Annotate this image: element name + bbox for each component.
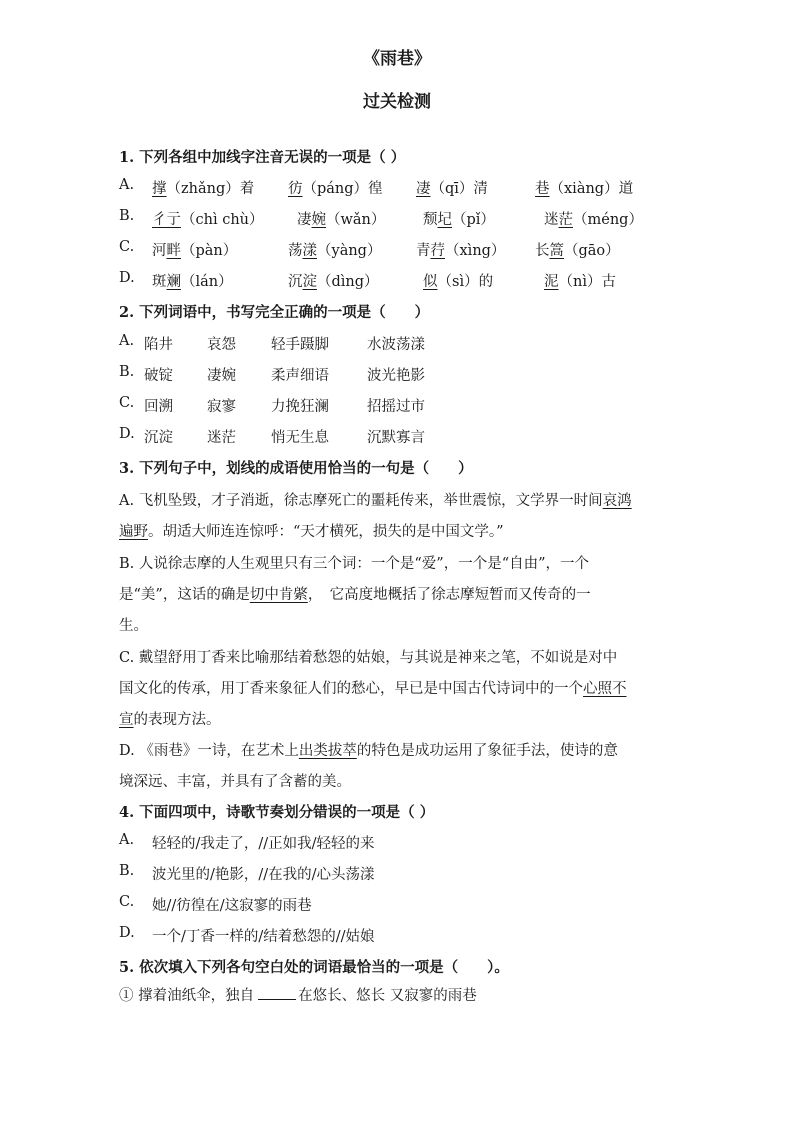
q3-option-c-line-2: 国文化的传承，用丁香来象征人们的愁心，早已是中国古代诗词中的一个心照不 <box>119 681 627 697</box>
option-label: A. <box>119 832 135 848</box>
document-title: 《雨巷》 <box>363 49 431 69</box>
word: 水波荡漾 <box>367 337 425 353</box>
pinyin-item: 荡漾（yàng） <box>288 243 382 259</box>
word: 陷井 <box>144 337 173 353</box>
q3-option-a-line-2: 遍野。胡适大师连连惊呼：“天才横死，损失的是中国文学。” <box>119 524 504 540</box>
word: 寂寥 <box>207 399 236 415</box>
word: 沉淀 <box>144 430 173 446</box>
pinyin-item: 似（sì）的 <box>423 274 494 290</box>
option-text: 波光里的/艳影，//在我的/心头荡漾 <box>152 867 375 883</box>
idiom-underlined: 切中肯綮 <box>249 587 308 603</box>
word: 柔声细语 <box>271 368 329 384</box>
option-label: D. <box>119 925 135 941</box>
q3-option-b-line-1: B. 人说徐志摩的人生观里只有三个词：一个是“爱”，一个是“自由”，一个 <box>119 556 590 572</box>
q3-option-c-line-3: 宣的表现方法。 <box>119 712 221 728</box>
word: 破锭 <box>144 368 173 384</box>
idiom-underlined: 宣 <box>119 712 134 728</box>
pinyin-item: 沉淀（dìng） <box>288 274 379 290</box>
pinyin-item: 长篙（gāo） <box>535 243 620 259</box>
question-4-stem: 4. 下面四项中，诗歌节奏划分错误的一项是（ ） <box>119 804 435 821</box>
option-label: A. <box>119 177 135 193</box>
pinyin-item: 凄婉（wǎn） <box>297 212 386 228</box>
question-5-stem: 5. 依次填入下列各句空白处的词语最恰当的一项是（ ）。 <box>119 959 509 976</box>
q3-option-a-line-1: A. 飞机坠毁，才子消逝，徐志摩死亡的噩耗传来，举世震惊，文学界一时间哀鸿 <box>119 493 632 509</box>
question-3-stem: 3. 下列句子中，划线的成语使用恰当的一句是（ ） <box>119 460 473 477</box>
pinyin-item: 巷（xiàng）道 <box>535 181 634 197</box>
q3-option-d-line-1: D. 《雨巷》一诗，在艺术上出类拔萃的特色是成功运用了象征手法，使诗的意 <box>119 743 618 759</box>
pinyin-item: 彷（páng）徨 <box>288 181 383 197</box>
question-1-stem: 1. 下列各组中加线字注音无误的一项是（ ） <box>119 149 406 166</box>
idiom-underlined: 哀鸿 <box>602 493 632 509</box>
option-label: C. <box>119 894 135 910</box>
q3-option-d-line-2: 境深远、丰富，并具有了含蓄的美。 <box>119 774 351 790</box>
pinyin-item: 撑（zhǎng）着 <box>152 181 255 197</box>
pinyin-item: 斑斓（lán） <box>152 274 233 290</box>
option-label: D. <box>119 426 135 442</box>
q3-option-b-line-3: 生。 <box>119 618 148 634</box>
word: 哀怨 <box>207 337 236 353</box>
option-text: 轻轻的/我走了，//正如我/轻轻的来 <box>152 836 375 852</box>
pinyin-item: 迷茫（méng） <box>544 212 643 228</box>
option-label: A. <box>119 333 135 349</box>
fill-in-blank[interactable] <box>258 987 296 1000</box>
option-label: B. <box>119 208 135 224</box>
option-label: C. <box>119 395 135 411</box>
pinyin-item: 泥（nì）古 <box>544 274 616 290</box>
word: 悄无生息 <box>271 430 329 446</box>
pinyin-item: 颓圮（pǐ） <box>423 212 495 228</box>
option-label: C. <box>119 239 135 255</box>
option-label: D. <box>119 270 135 286</box>
word: 招摇过市 <box>367 399 425 415</box>
option-label: B. <box>119 364 135 380</box>
q3-option-b-line-2: 是“美”，这话的确是切中肯綮， 它高度地概括了徐志摩短暂而又传奇的一 <box>119 587 591 603</box>
pinyin-item: 彳亍（chì chù） <box>152 212 264 228</box>
pinyin-item: 青荇（xìng） <box>416 243 506 259</box>
document-subtitle: 过关检测 <box>363 92 431 112</box>
word: 波光艳影 <box>367 368 425 384</box>
word: 凄婉 <box>207 368 236 384</box>
idiom-underlined: 心照不 <box>583 681 627 697</box>
q3-option-c-line-1: C. 戴望舒用丁香来比喻那结着愁怨的姑娘，与其说是神来之笔，不如说是对中 <box>119 650 618 666</box>
option-text: 一个/丁香一样的/结着愁怨的//姑娘 <box>152 929 375 945</box>
option-text: 她//彷徨在/这寂寥的雨巷 <box>152 898 312 914</box>
idiom-underlined: 遍野 <box>119 524 148 540</box>
option-label: B. <box>119 863 135 879</box>
idiom-underlined: 出类拔萃 <box>298 743 357 759</box>
word: 迷茫 <box>207 430 236 446</box>
pinyin-item: 河畔（pàn） <box>152 243 238 259</box>
pinyin-item: 凄（qī）清 <box>416 181 488 197</box>
question-2-stem: 2. 下列词语中，书写完全正确的一项是（ ） <box>119 304 430 321</box>
word: 轻手蹑脚 <box>271 337 329 353</box>
q5-sentence-1: ① 撑着油纸伞，独自 在悠长、悠长 又寂寥的雨巷 <box>119 988 477 1004</box>
word: 回溯 <box>144 399 173 415</box>
word: 力挽狂澜 <box>271 399 329 415</box>
word: 沉默寡言 <box>367 430 425 446</box>
